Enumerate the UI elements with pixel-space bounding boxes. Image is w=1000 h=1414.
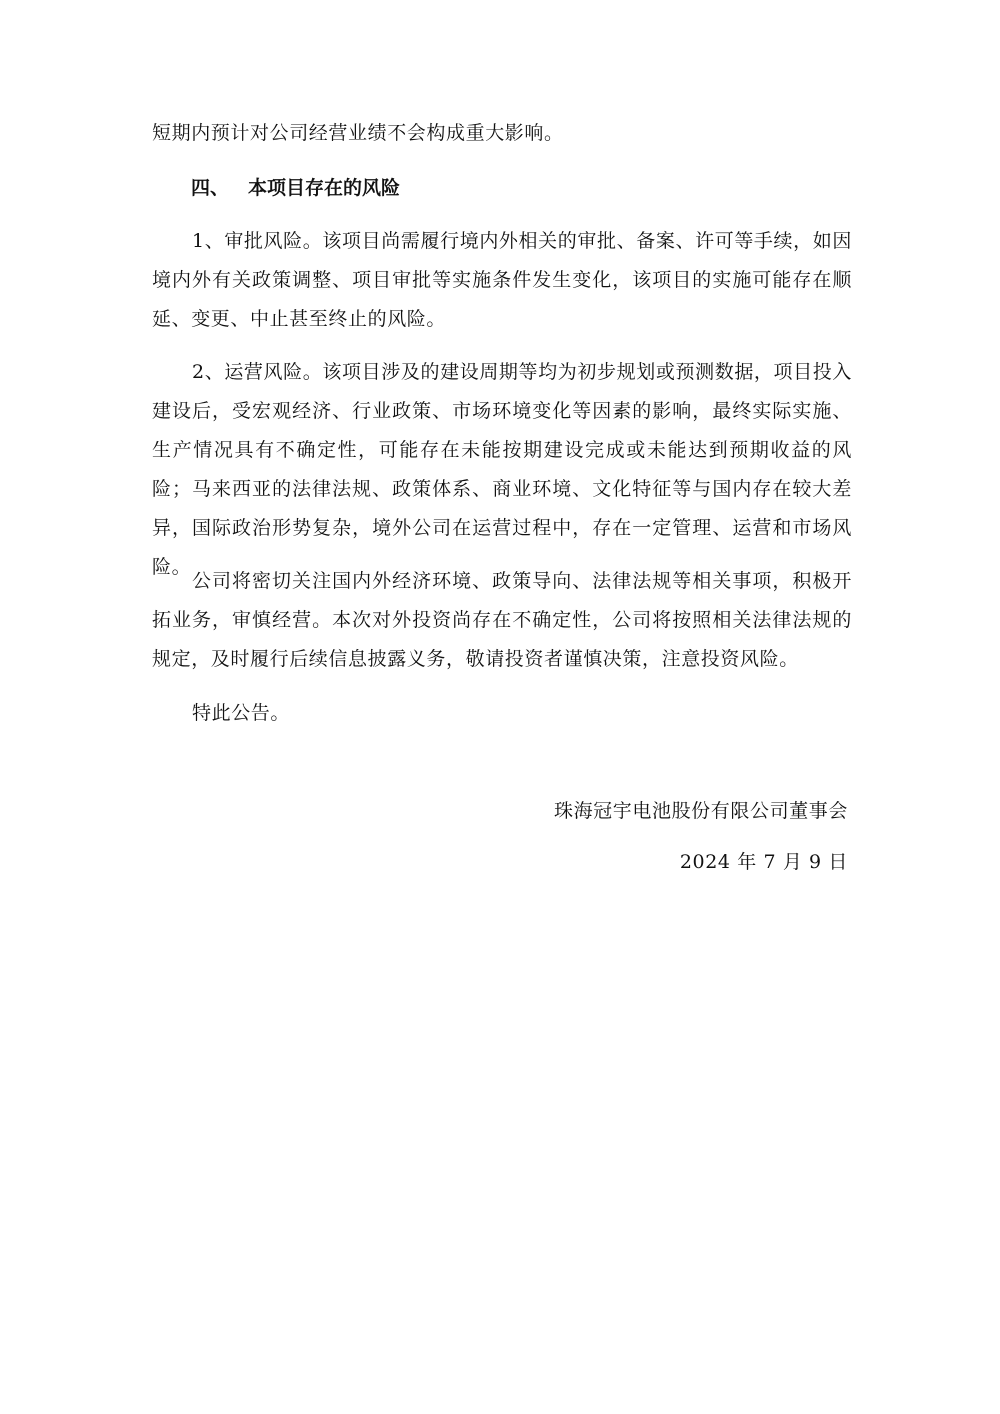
paragraph-operation-risk: 2、运营风险。该项目涉及的建设周期等均为初步规划或预测数据，项目投入建设后，受宏观经济、行业政策、市场环境变化等因素的影响，最终实际实施、生产情况具有不确定性，可能存在未能按期建设完成或未能达到预期收益的风险；马来西亚的法律法规、政策体系、商业环境、文化特征等与国内存在较大差异，国际政治形势复杂，境外公司在运营过程中，存在一定管理、运营和市场风险。 bbox=[152, 361, 852, 578]
section-heading bbox=[191, 173, 400, 203]
paragraph-company-commitment: 公司将密切关注国内外经济环境、政策导向、法律法规等相关事项，积极开拓业务，审慎经营。本次对外投资尚存在不确定性，公司将按照相关法律法规的规定，及时履行后续信息披露义务，敬请投资者谨慎决策，注意投资风险。 bbox=[152, 570, 852, 670]
section-title: 本项目存在的风险 bbox=[248, 177, 401, 199]
signature-company: 珠海冠宇电池股份有限公司董事会 bbox=[553, 800, 848, 822]
intro-fragment: 短期内预计对公司经营业绩不会构成重大影响。 bbox=[152, 122, 564, 144]
signature-date: 2024 年 7 月 9 日 bbox=[679, 851, 848, 873]
section-number: 四、 bbox=[191, 177, 230, 199]
paragraph-approval-risk: 1、审批风险。该项目尚需履行境内外相关的审批、备案、许可等手续，如因境内外有关政策调整、项目审批等实施条件发生变化，该项目的实施可能存在顺延、变更、中止甚至终止的风险。 bbox=[152, 230, 852, 330]
paragraph-closing: 特此公告。 bbox=[192, 702, 291, 724]
